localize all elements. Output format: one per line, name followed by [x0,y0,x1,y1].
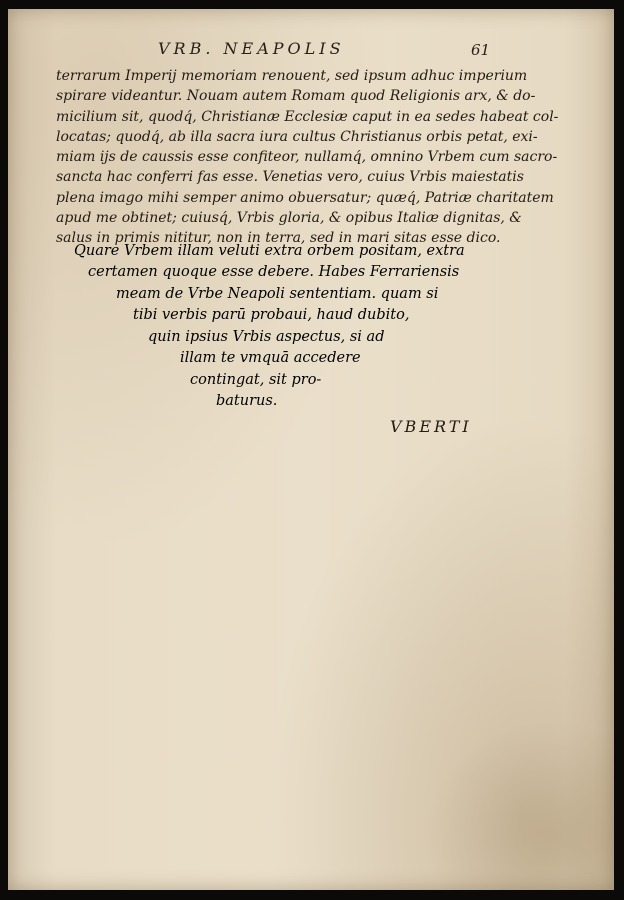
tail-line: certamen quoque esse debere. Habes Ferrariensis [88,264,460,280]
tail-line: Quare Vrbem illam veluti extra orbem positam, extra [74,243,465,259]
book-page [8,9,614,890]
tail-line: baturus. [216,393,278,409]
main-paragraph [56,66,559,249]
tail-line: quin ipsius Vrbis aspectus, si ad [148,329,385,345]
text-line: terrarum Imperij memoriam renouent, sed ipsum adhuc imperium [56,68,528,84]
text-line: locatas; quodq́, ab illa sacra iura cultus Christianus orbis petat, exi- [56,128,538,145]
tail-line: tibi verbis parū probaui, haud dubito, [133,307,410,323]
page-number: 61 [471,41,491,59]
text-line: plena imago mihi semper animo obuersatur; quæq́, Patriæ charitatem [56,189,554,206]
running-head: VRB. NEAPOLIS [158,39,345,58]
text-line: salus in primis nititur, non in terra, sed in mari sitas esse dico. [56,230,501,247]
text-line: sancta hac conferri fas esse. Venetias vero, cuius Vrbis maiestatis [56,169,524,186]
tail-line: meam de Vrbe Neapoli sententiam. quam si [116,286,439,302]
text-line: micilium sit, quodq́, Christianæ Ecclesiæ caput in ea sedes habeat col- [56,108,559,125]
text-line: spirare videantur. Nouam autem Romam quod Religionis arx, & do- [56,88,536,105]
show-through [68,479,488,505]
text-line: apud me obtinet; cuiusq́, Vrbis gloria, & opibus Italiæ dignitas, & [56,210,522,227]
tail-line: contingat, sit pro- [190,372,322,388]
tail-line: illam te vmquā accedere [180,350,361,366]
text-line: miam ijs de caussis esse confiteor, nullamq́, omnino Vrbem cum sacro- [56,149,558,166]
paper-stain [414,710,614,890]
catchword: VBERTI [390,417,472,436]
